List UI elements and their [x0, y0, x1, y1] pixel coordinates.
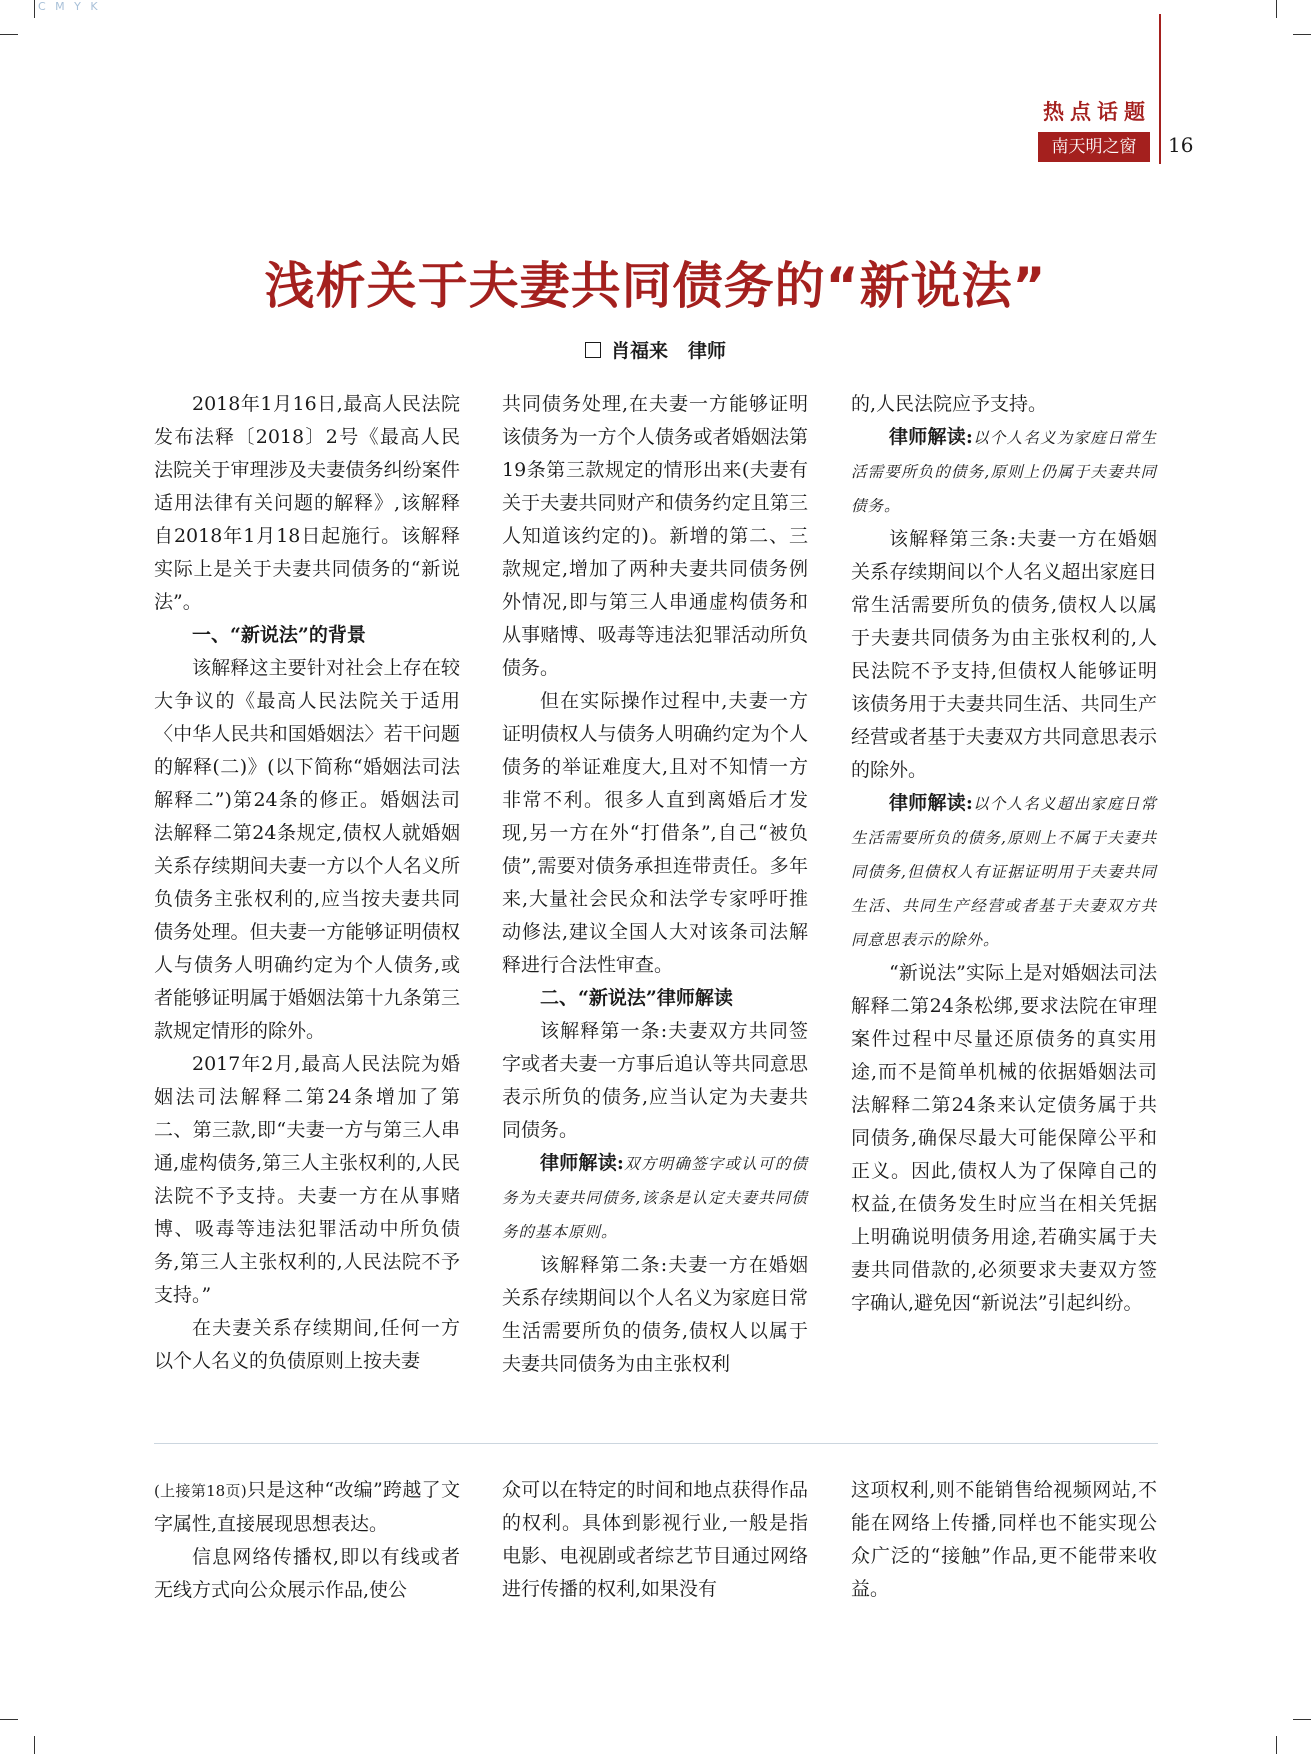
paragraph: “新说法”实际上是对婚姻法司法解释二第24条松绑,要求法院在审理案件过程中尽量还原债务的真实用途,而不是简单机械的依据婚姻法司法解释二第24条来认定债务属于共同债务,确保尽最大可能保障公平和正义。因此,债权人为了保障自己的权益,在债务发生时应当在相关凭据上明确说明债务用途,若确实属于夫妻共同借款的,必须要求夫妻双方签字确认,避免因“新说法”引起纠纷。 — [851, 962, 1157, 1314]
header-divider — [1159, 14, 1161, 164]
section-title: 热点话题 — [1043, 100, 1151, 124]
paragraph: 2017年2月,最高人民法院为婚姻法司法解释二第24条增加了第二、第三款,即“夫妻一方与第三人串通,虚构债务,第三人主张权利的,人民法院不予支持。夫妻一方在从事赌博、吸毒等违法犯罪活动中所负债务,第三人主张权利的,人民法院不予支持。” — [154, 1053, 460, 1306]
paragraph: 该解释第一条:夫妻双方共同签字或者夫妻一方事后追认等共同意思表示所负的债务,应当认定为夫妻共同债务。 — [502, 1020, 808, 1141]
paragraph: 共同债务处理,在夫妻一方能够证明该债务为一方个人债务或者婚姻法第19条第三款规定的情形出来(夫妻有关于夫妻共同财产和债务约定且第三人知道该约定的)。新增的第二、三款规定,增加了两种夫妻共同债务例外情况,即与第三人串通虚构债务和从事赌博、吸毒等违法犯罪活动所负债务。 — [502, 393, 808, 679]
crop-mark-br-v — [1276, 1736, 1277, 1754]
paragraph: 该解释第二条:夫妻一方在婚姻关系存续期间以个人名义为家庭日常生活需要所负的债务,债权人以属于夫妻共同债务为由主张权利 — [502, 1254, 808, 1375]
paragraph: 信息网络传播权,即以有线或者无线方式向公众展示作品,使公 — [154, 1546, 460, 1601]
column-2 — [502, 388, 808, 1381]
paragraph: 但在实际操作过程中,夫妻一方证明债权人与债务人明确约定为个人债务的举证难度大,且对不知情一方非常不利。很多人直到离婚后才发现,另一方在外“打借条”,自己“被负债”,需要对债务承担连带责任。多年来,大量社会民众和法学专家呼吁推动修法,建议全国人大对该条司法解释进行合法性审查。 — [502, 690, 808, 976]
article-title: 浅析关于夫妻共同债务的“新说法” — [264, 257, 1047, 315]
crop-mark-br-h — [1293, 1719, 1311, 1720]
crop-mark-tr-h — [1293, 34, 1311, 35]
author-name: 肖福来 — [610, 340, 668, 362]
continued-column-2 — [502, 1474, 808, 1606]
paragraph: 该解释第三条:夫妻一方在婚姻关系存续期间以个人名义超出家庭日常生活需要所负的债务,债权人以属于夫妻共同债务为由主张权利的,人民法院不予支持,但债权人能够证明该债务用于夫妻共同生活、共同生产经营或者基于夫妻双方共同意思表示的除外。 — [851, 528, 1157, 781]
byline — [0, 336, 1311, 363]
crop-mark-tr-v — [1276, 0, 1277, 18]
continued-note: (上接第18页) — [154, 1482, 247, 1500]
crop-mark-tl-v — [34, 0, 35, 18]
column-3 — [851, 388, 1157, 1320]
note-text: 以个人名义超出家庭日常生活需要所负的债务,原则上不属于夫妻共同债务,但债权人有证据证明用于夫妻共同生活、共同生产经营或者基于夫妻双方共同意思表示的除外。 — [851, 795, 1157, 949]
column-badge: 南天明之窗 — [1038, 132, 1150, 162]
paragraph: 这项权利,则不能销售给视频网站,不能在网络上传播,同样也不能实现公众广泛的“接触”作品,更不能带来收益。 — [851, 1479, 1157, 1600]
continued-column-3 — [851, 1474, 1157, 1606]
note-label: 律师解读: — [540, 1152, 624, 1174]
column-1 — [154, 388, 460, 1378]
note-label: 律师解读: — [889, 426, 973, 448]
paragraph: 2018年1月16日,最高人民法院发布法释〔2018〕2号《最高人民法院关于审理涉及夫妻债务纠纷案件适用法律有关问题的解释》,该解释自2018年1月18日起施行。该解释实际上是关于夫妻共同债务的“新说法”。 — [154, 393, 460, 613]
note-label: 律师解读: — [889, 792, 973, 814]
note-text: 以个人名义为家庭日常生活需要所负的债务,原则上仍属于夫妻共同债务。 — [851, 429, 1157, 515]
author-role: 律师 — [688, 340, 727, 362]
paragraph: 众可以在特定的时间和地点获得作品的权利。具体到影视行业,一般是指电影、电视剧或者综艺节目通过网络进行传播的权利,如果没有 — [502, 1479, 808, 1600]
cmyk-registration-marks: C M Y K — [38, 0, 101, 13]
section-heading: 一、“新说法”的背景 — [192, 624, 366, 646]
paragraph: 的,人民法院应予支持。 — [851, 393, 1048, 415]
paragraph: 该解释这主要针对社会上存在较大争议的《最高人民法院关于适用〈中华人民共和国婚姻法〉若干问题的解释(二)》(以下简称“婚姻法司法解释二”)第24条的修正。婚姻法司法解释二第24条规定,债权人就婚姻关系存续期间夫妻一方以个人名义所负债务主张权利的,应当按夫妻共同债务处理。但夫妻一方能够证明债权人与债务人明确约定为个人债务,或者能够证明属于婚姻法第十九条第三款规定情形的除外。 — [154, 657, 460, 1042]
crop-mark-bl-v — [34, 1736, 35, 1754]
lawyer-note — [502, 1147, 808, 1249]
crop-mark-tl-h — [0, 34, 18, 35]
note-text: 双方明确签字或认可的债务为夫妻共同债务,该条是认定夫妻共同债务的基本原则。 — [502, 1155, 808, 1241]
crop-mark-bl-h — [0, 1719, 18, 1720]
paragraph — [154, 1474, 460, 1541]
section-divider — [154, 1443, 1158, 1444]
lawyer-note — [851, 421, 1157, 523]
continued-column-1 — [154, 1474, 460, 1607]
section-heading: 二、“新说法”律师解读 — [540, 987, 733, 1009]
paragraph: 在夫妻关系存续期间,任何一方以个人名义的负债原则上按夫妻 — [154, 1317, 460, 1372]
paragraph-text: 只是这种“改编”跨越了文字属性,直接展现思想表达。 — [154, 1479, 460, 1535]
byline-box-icon — [585, 342, 601, 358]
page-number: 16 — [1168, 133, 1194, 157]
lawyer-note — [851, 787, 1157, 957]
